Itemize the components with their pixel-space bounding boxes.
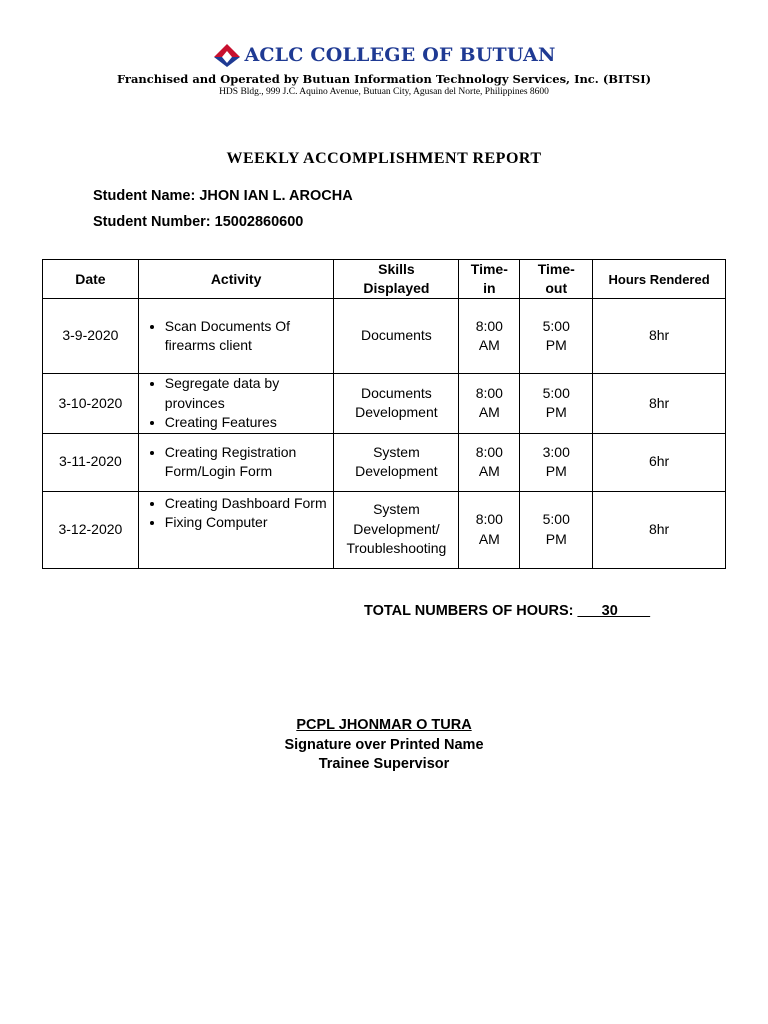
total-hours-label: TOTAL NUMBERS OF HOURS: xyxy=(364,603,574,619)
cell-time-out: 3:00 PM xyxy=(520,433,593,491)
student-name-line xyxy=(93,188,353,204)
address-line: HDS Bldg., 999 J.C. Aquino Avenue, Butuan City, Agusan del Norte, Philippines 8600 xyxy=(219,87,549,97)
cell-skills: Documents Development xyxy=(334,374,459,434)
student-name-label: Student Name: xyxy=(93,188,196,204)
cell-time-out: 5:00 PM xyxy=(520,299,593,374)
cell-skills: System Development xyxy=(334,433,459,491)
cell-skills: System Development/ Troubleshooting xyxy=(334,491,459,568)
activity-item: • Creating Dashboard Form xyxy=(165,494,332,514)
header-time-out: Time- out xyxy=(520,260,593,299)
cell-time-in: 8:00 AM xyxy=(459,299,520,374)
cell-activity xyxy=(138,433,334,491)
cell-date: 3-11-2020 xyxy=(43,433,139,491)
table-row xyxy=(43,433,726,491)
header-time-in: Time- in xyxy=(459,260,520,299)
cell-date: 3-9-2020 xyxy=(43,299,139,374)
supervisor-role: Trainee Supervisor xyxy=(318,756,450,772)
supervisor-name: PCPL JHONMAR O TURA xyxy=(296,717,472,733)
cell-date: 3-10-2020 xyxy=(43,374,139,434)
activity-item: • Creating Features xyxy=(165,413,332,433)
activity-item: • Segregate data by provinces xyxy=(165,374,332,413)
total-hours-value: ___30____ xyxy=(577,603,651,619)
cell-hours: 6hr xyxy=(593,433,726,491)
total-hours-line xyxy=(364,603,650,619)
signature-caption: Signature over Printed Name xyxy=(284,737,484,753)
cell-activity xyxy=(138,374,334,434)
report-title: WEEKLY ACCOMPLISHMENT REPORT xyxy=(226,150,542,167)
student-number-line xyxy=(93,214,303,230)
cell-time-out: 5:00 PM xyxy=(520,374,593,434)
student-number-value: 15002860600 xyxy=(214,214,304,230)
activity-item: • Fixing Computer xyxy=(165,513,332,533)
header-activity: Activity xyxy=(138,260,334,299)
franchise-line: Franchised and Operated by Butuan Information Technology Services, Inc. (BITSI) xyxy=(116,72,652,86)
header-skills: Skills Displayed xyxy=(334,260,459,299)
aclc-logo-icon xyxy=(212,42,242,68)
cell-time-out: 5:00 PM xyxy=(520,491,593,568)
header-hours: Hours Rendered xyxy=(593,260,726,299)
cell-hours: 8hr xyxy=(593,374,726,434)
header-date: Date xyxy=(43,260,139,299)
cell-date: 3-12-2020 xyxy=(43,491,139,568)
brand-line xyxy=(0,40,768,70)
cell-time-in: 8:00 AM xyxy=(459,433,520,491)
activity-item: • Scan Documents Of firearms client xyxy=(165,317,332,356)
activity-item: • Creating Registration Form/Login Form xyxy=(165,443,332,482)
cell-skills: Documents xyxy=(334,299,459,374)
table-row xyxy=(43,374,726,434)
document-header xyxy=(0,40,768,97)
cell-activity xyxy=(138,299,334,374)
cell-activity xyxy=(138,491,334,568)
cell-time-in: 8:00 AM xyxy=(459,374,520,434)
table-header-row xyxy=(43,260,726,299)
student-number-label: Student Number: xyxy=(93,214,211,230)
student-name-value: JHON IAN L. AROCHA xyxy=(199,188,353,204)
cell-time-in: 8:00 AM xyxy=(459,491,520,568)
table-row xyxy=(43,491,726,568)
cell-hours: 8hr xyxy=(593,491,726,568)
college-name: ACLC COLLEGE OF BUTUAN xyxy=(244,44,556,66)
table-row xyxy=(43,299,726,374)
cell-hours: 8hr xyxy=(593,299,726,374)
accomplishment-table xyxy=(42,259,726,569)
